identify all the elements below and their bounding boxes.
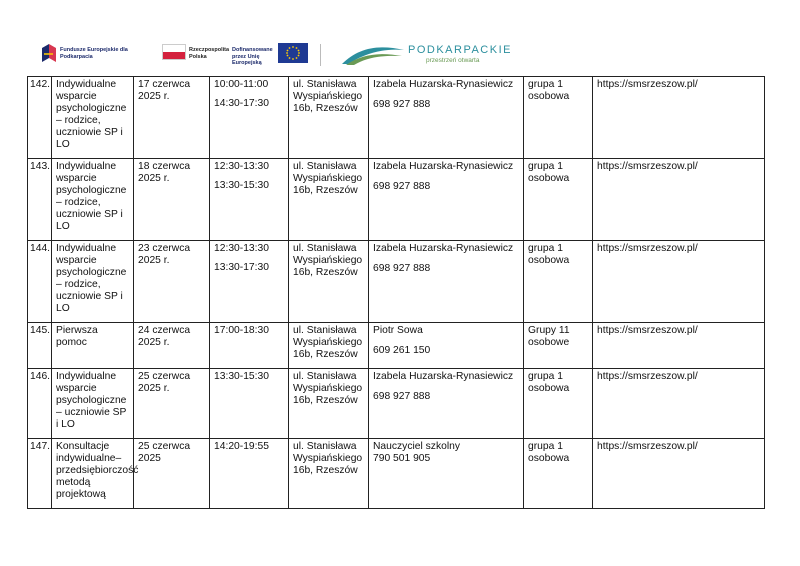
table-row	[28, 369, 765, 439]
phone-number: 609 261 150	[373, 345, 431, 356]
date-cell: 25 czerwca 2025	[134, 439, 210, 509]
person-name: Izabela Huzarska-Rynasiewicz	[373, 79, 514, 90]
link-cell[interactable]: https://smsrzeszow.pl/	[593, 323, 765, 369]
group-cell: grupa 1 osobowa	[524, 369, 593, 439]
time-slot: 12:30-13:30	[214, 243, 269, 254]
place-cell: ul. Stanisława Wyspiańskiego 16b, Rzeszów	[289, 241, 369, 323]
schedule-table	[27, 76, 765, 509]
time-slot: 10:00-11:00	[214, 79, 269, 90]
phone-number: 698 927 888	[373, 181, 431, 192]
time-slot: 13:30-15:30	[214, 371, 269, 382]
group-cell: grupa 1 osobowa	[524, 439, 593, 509]
group-cell: grupa 1 osobowa	[524, 241, 593, 323]
link-cell[interactable]: https://smsrzeszow.pl/	[593, 159, 765, 241]
place-cell: ul. Stanisława Wyspiańskiego 16b, Rzeszów	[289, 77, 369, 159]
time-cell	[210, 77, 289, 159]
time-slot: 13:30-17:30	[214, 262, 269, 273]
link-cell[interactable]: https://smsrzeszow.pl/	[593, 241, 765, 323]
person-cell	[369, 77, 524, 159]
place-cell: ul. Stanisława Wyspiańskiego 16b, Rzeszów	[289, 323, 369, 369]
link-cell[interactable]: https://smsrzeszow.pl/	[593, 77, 765, 159]
phone-number: 698 927 888	[373, 263, 431, 274]
link-cell[interactable]: https://smsrzeszow.pl/	[593, 439, 765, 509]
date-cell: 18 czerwca 2025 r.	[134, 159, 210, 241]
logo-fundusze-europejskie	[40, 42, 160, 66]
logo-divider	[320, 44, 321, 66]
row-number: 143.	[28, 159, 52, 241]
topic-cell: Konsultacje indywidualne– przedsiębiorczość metodą projektową	[52, 439, 134, 509]
time-cell	[210, 159, 289, 241]
region-name: PODKARPACKIE	[408, 44, 512, 56]
person-name: Izabela Huzarska-Rynasiewicz	[373, 161, 514, 172]
date-cell: 17 czerwca 2025 r.	[134, 77, 210, 159]
link-cell[interactable]: https://smsrzeszow.pl/	[593, 369, 765, 439]
topic-cell: Indywidualne wsparcie psychologiczne – rodzice, uczniowie SP i LO	[52, 159, 134, 241]
row-number: 144.	[28, 241, 52, 323]
time-slot: 12:30-13:30	[214, 161, 269, 172]
person-cell	[369, 241, 524, 323]
podkarpackie-hills-icon	[340, 42, 406, 66]
phone-number: 790 501 905	[373, 453, 431, 464]
person-cell	[369, 159, 524, 241]
table-row	[28, 323, 765, 369]
place-cell: ul. Stanisława Wyspiańskiego 16b, Rzeszów	[289, 369, 369, 439]
phone-number: 698 927 888	[373, 391, 431, 402]
polish-flag-icon	[162, 44, 186, 60]
place-cell: ul. Stanisława Wyspiańskiego 16b, Rzeszów	[289, 159, 369, 241]
place-cell: ul. Stanisława Wyspiańskiego 16b, Rzeszów	[289, 439, 369, 509]
eu-flag-icon	[278, 43, 308, 63]
logo-bar	[0, 0, 800, 76]
time-slot: 17:00-18:30	[214, 325, 269, 336]
person-name: Izabela Huzarska-Rynasiewicz	[373, 371, 514, 382]
time-cell	[210, 369, 289, 439]
time-slot: 13:30-15:30	[214, 180, 269, 191]
row-number: 145.	[28, 323, 52, 369]
topic-cell: Pierwsza pomoc	[52, 323, 134, 369]
table-row	[28, 241, 765, 323]
date-cell: 23 czerwca 2025 r.	[134, 241, 210, 323]
time-cell	[210, 439, 289, 509]
person-name: Izabela Huzarska-Rynasiewicz	[373, 243, 514, 254]
person-cell	[369, 369, 524, 439]
person-name: Piotr Sowa	[373, 325, 423, 336]
topic-cell: Indywidualne wsparcie psychologiczne – rodzice, uczniowie SP i LO	[52, 77, 134, 159]
row-number: 146.	[28, 369, 52, 439]
table-row	[28, 77, 765, 159]
group-cell: Grupy 11 osobowe	[524, 323, 593, 369]
time-slot: 14:30-17:30	[214, 98, 269, 109]
fe-logo-text: Fundusze Europejskie dla Podkarpacia	[60, 47, 128, 60]
table-row	[28, 159, 765, 241]
topic-cell: Indywidualne wsparcie psychologiczne – rodzice, uczniowie SP i LO	[52, 241, 134, 323]
group-cell: grupa 1 osobowa	[524, 77, 593, 159]
region-tagline: przestrzeń otwarta	[426, 57, 480, 64]
phone-number: 698 927 888	[373, 99, 431, 110]
time-slot: 14:20-19:55	[214, 441, 269, 452]
person-cell	[369, 439, 524, 509]
date-cell: 24 czerwca 2025 r.	[134, 323, 210, 369]
group-cell: grupa 1 osobowa	[524, 159, 593, 241]
rp-logo-text: Rzeczpospolita Polska	[189, 47, 230, 60]
table-row	[28, 439, 765, 509]
date-cell: 25 czerwca 2025 r.	[134, 369, 210, 439]
logo-rzeczpospolita	[162, 44, 232, 66]
time-cell	[210, 241, 289, 323]
person-cell	[369, 323, 524, 369]
row-number: 147.	[28, 439, 52, 509]
ue-logo-text: Dofinansowane przez Unię Europejską	[232, 47, 273, 66]
fe-logo-icon	[40, 42, 58, 64]
person-name: Nauczyciel szkolny	[373, 441, 460, 452]
logo-unia-europejska	[232, 43, 312, 67]
logo-podkarpackie	[340, 40, 510, 70]
row-number: 142.	[28, 77, 52, 159]
time-cell	[210, 323, 289, 369]
topic-cell: Indywidualne wsparcie psychologiczne – uczniowie SP i LO	[52, 369, 134, 439]
